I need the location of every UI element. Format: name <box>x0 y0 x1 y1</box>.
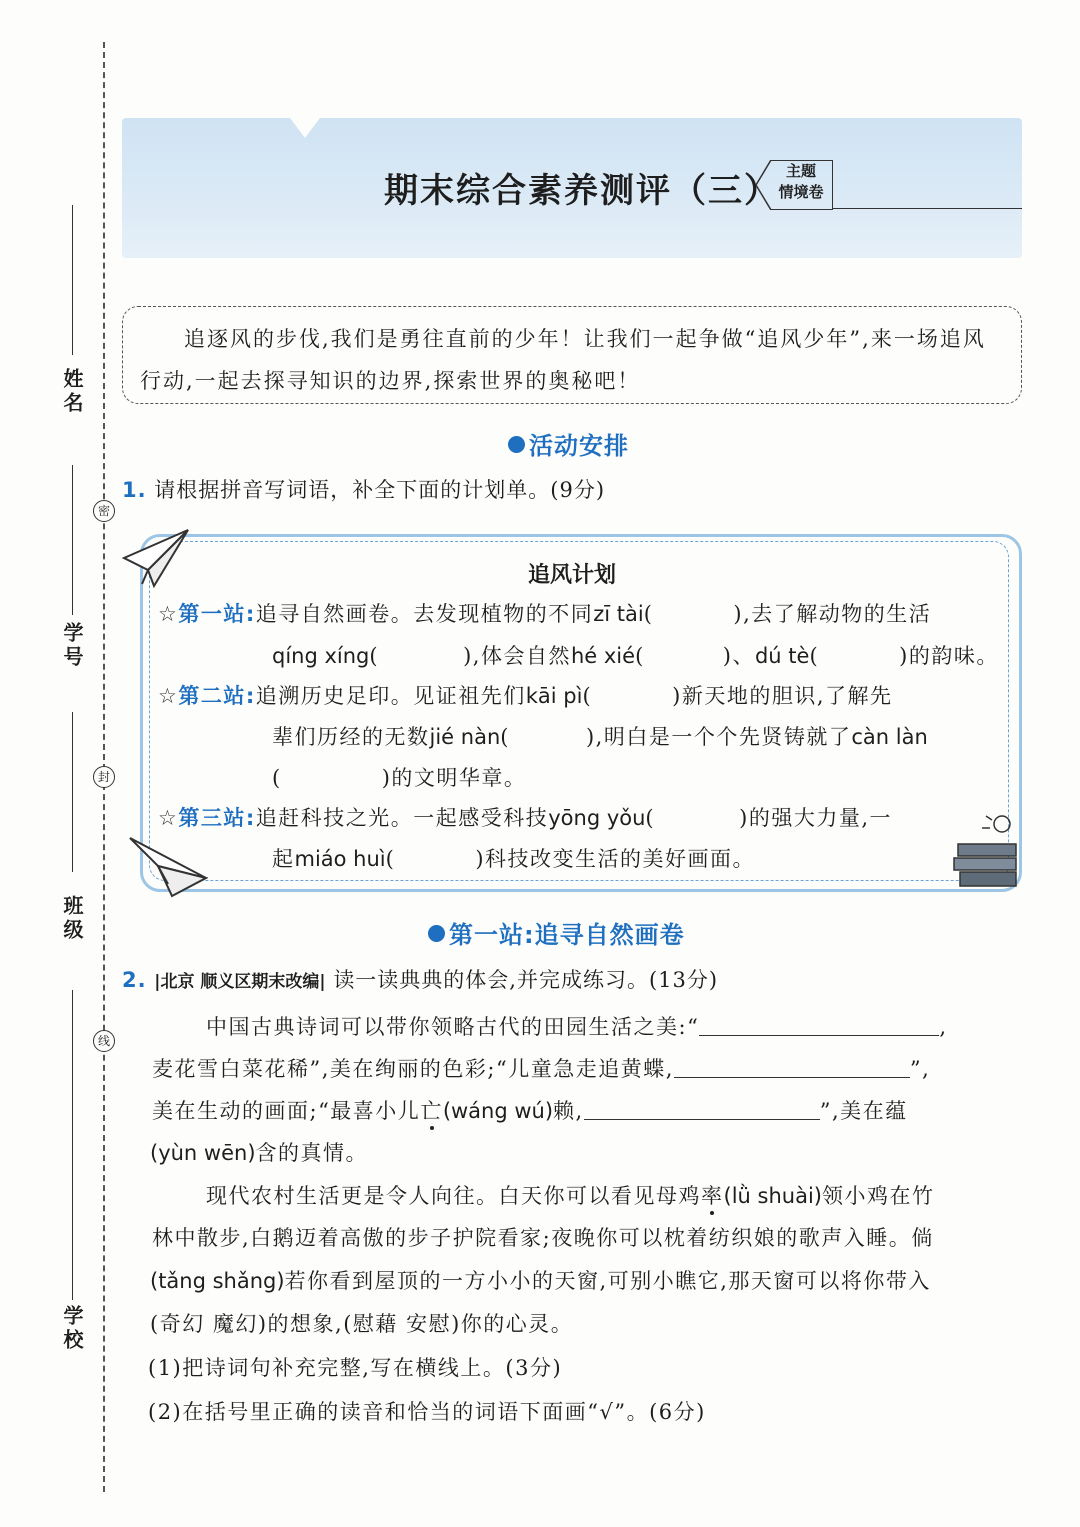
pinyin-choice[interactable]: (yùn wēn) <box>150 1141 256 1165</box>
pinyin-choice[interactable]: (tǎng shǎng) <box>150 1269 285 1293</box>
text: 追寻自然画卷。去发现植物的不同 <box>255 602 594 626</box>
text: 含的真情。 <box>255 1141 369 1165</box>
text: (奇幻 魔幻)的想象,(慰藉 安慰)你的心灵。 <box>150 1312 574 1336</box>
text: 追赶科技之光。一起感受科技 <box>255 806 549 830</box>
text: ”, <box>909 1057 931 1081</box>
station-1-line-1: ☆第一站:追寻自然画卷。去发现植物的不同zī tài( ),去了解动物的生活 <box>158 602 932 626</box>
tag-line-1: 主题 <box>785 162 816 180</box>
question-source: |北京 顺义区期末改编| <box>154 972 326 992</box>
pinyin-kaipi: kāi pì <box>525 684 583 708</box>
passage-line-3 <box>152 1095 908 1125</box>
station-3-line-1: ☆第三站:追赶科技之光。一起感受科技yōng yǒu( )的强大力量,一 <box>158 806 892 830</box>
text: ),体会自然 <box>463 644 571 668</box>
star-icon: ☆ <box>158 806 179 830</box>
pinyin-choice[interactable]: (lǜ shuài) <box>723 1184 822 1208</box>
intro-text: 追逐风的步伐,我们是勇往直前的少年！让我们一起争做“追风少年”,来一场追风行动,一起去探寻知识的边界,探索世界的奥秘吧！ <box>140 327 986 393</box>
name-write-line <box>72 205 73 355</box>
fill-line[interactable] <box>699 1017 939 1036</box>
star-icon: ☆ <box>158 602 179 626</box>
question-2 <box>122 964 718 994</box>
text: , <box>939 1015 948 1039</box>
class-label: 班级 <box>60 895 84 943</box>
page-title: 期末综合素养测评（三） <box>384 171 780 211</box>
passage-line-6 <box>152 1222 934 1252</box>
pinyin-miaohui: miáo huì <box>294 847 386 871</box>
text: ”,美在蕴 <box>819 1099 908 1123</box>
text: )、 <box>722 644 755 668</box>
school-write-line <box>72 990 73 1300</box>
section-title: 第一站:追寻自然画卷 <box>449 921 685 949</box>
text: 赖, <box>553 1099 584 1123</box>
station-3-line-2: 起miáo huì( )科技改变生活的美好画面。 <box>272 847 756 871</box>
station-2-line-2: 辈们历经的无数jié nàn( ),明白是一个个先贤铸就了càn làn <box>272 725 928 749</box>
text: )的文明华章。 <box>381 766 527 790</box>
station-3-label: 第三站: <box>178 806 256 830</box>
text: 领小鸡在竹 <box>821 1184 935 1208</box>
pinyin-zitai: zī tài <box>593 602 644 626</box>
paper-plane-icon <box>128 832 208 898</box>
sub-question-1: (1)把诗词句补充完整,写在横线上。(3分) <box>148 1356 563 1380</box>
section-header-station-1 <box>428 915 685 950</box>
section-title: 活动安排 <box>529 432 629 460</box>
class-write-line <box>72 712 73 872</box>
station-1-label: 第一站: <box>178 602 256 626</box>
tag-underline <box>832 208 1022 209</box>
seal-xian: 线 <box>93 1030 115 1052</box>
question-text: 读一读典典的体会,并完成练习。(13分) <box>333 968 719 992</box>
id-label: 学号 <box>60 622 84 670</box>
section-header-activity <box>508 426 629 461</box>
bullet-dot-icon <box>508 436 525 453</box>
seal-mi: 密 <box>93 500 115 522</box>
text: ),去了解动物的生活 <box>733 602 932 626</box>
pinyin-jienan: jié nàn <box>429 725 501 749</box>
tag-line-2: 情境卷 <box>778 183 824 201</box>
station-2-label: 第二站: <box>178 684 256 708</box>
sub-question-2: (2)在括号里正确的读音和恰当的词语下面画“√”。(6分) <box>148 1400 706 1424</box>
question-number: 1. <box>122 478 147 502</box>
pinyin-canlan: càn làn <box>851 725 928 749</box>
passage-line-8 <box>150 1308 573 1338</box>
plan-title: 追风计划 <box>528 563 617 588</box>
text: 现代农村生活更是令人向往。白天你可以看见母鸡 <box>206 1184 701 1208</box>
text: 辈们历经的无数 <box>272 725 430 749</box>
bullet-dot-icon <box>428 925 445 942</box>
pinyin-choice[interactable]: (wáng wú) <box>442 1099 554 1123</box>
pinyin-yongyou: yōng yǒu <box>548 806 646 830</box>
text: )新天地的胆识,了解先 <box>672 684 893 708</box>
text: 林中散步,白鹅迈着高傲的步子护院看家;夜晚你可以枕着纺织娘的歌声入睡。倘 <box>152 1226 934 1250</box>
id-write-line <box>72 465 73 615</box>
seal-feng: 封 <box>93 766 115 788</box>
text: 追溯历史足印。见证祖先们 <box>255 684 526 708</box>
text: 美在生动的画面;“最喜小儿 <box>152 1099 421 1123</box>
station-2-line-3: ( )的文明华章。 <box>272 766 527 790</box>
question-text: 请根据拼音写词语，补全下面的计划单。(9分) <box>154 478 606 502</box>
text: )科技改变生活的美好画面。 <box>475 847 756 871</box>
fill-line[interactable] <box>674 1059 910 1078</box>
theme-tag <box>770 160 833 210</box>
passage-line-2 <box>152 1053 930 1083</box>
station-1-line-2: qíng xíng( ),体会自然hé xié( )、dú tè( )的韵味。 <box>272 644 999 668</box>
dotted-char: 亡 <box>420 1099 443 1123</box>
star-icon: ☆ <box>158 684 179 708</box>
passage-line-1 <box>206 1011 948 1041</box>
question-1 <box>122 474 605 504</box>
dotted-char: 率 <box>701 1184 724 1208</box>
text: )的强大力量,一 <box>739 806 892 830</box>
pinyin-hexie: hé xié <box>570 644 636 668</box>
name-label: 姓名 <box>60 368 84 416</box>
station-2-line-1: ☆第二站:追溯历史足印。见证祖先们kāi pì( )新天地的胆识,了解先 <box>158 684 893 708</box>
books-icon <box>952 810 1022 892</box>
text: 中国古典诗词可以带你领略古代的田园生活之美:“ <box>206 1015 700 1039</box>
text: 若你看到屋顶的一方小小的天窗,可别小瞧它,那天窗可以将你带入 <box>284 1269 931 1293</box>
pinyin-qingxing: qíng xíng <box>272 644 370 668</box>
passage-line-5 <box>206 1180 934 1210</box>
question-number: 2. <box>122 968 147 992</box>
text: 麦花雪白菜花稀”,美在绚丽的色彩;“儿童急走追黄蝶, <box>152 1057 674 1081</box>
pinyin-dute: dú tè <box>754 644 810 668</box>
school-label: 学校 <box>60 1305 84 1353</box>
fill-line[interactable] <box>584 1101 820 1120</box>
paper-plane-icon <box>120 528 192 590</box>
text: ),明白是一个个先贤铸就了 <box>585 725 852 749</box>
passage-line-7 <box>150 1265 931 1295</box>
passage-line-4 <box>150 1137 368 1167</box>
text: 起 <box>272 847 295 871</box>
text: )的韵味。 <box>899 644 999 668</box>
